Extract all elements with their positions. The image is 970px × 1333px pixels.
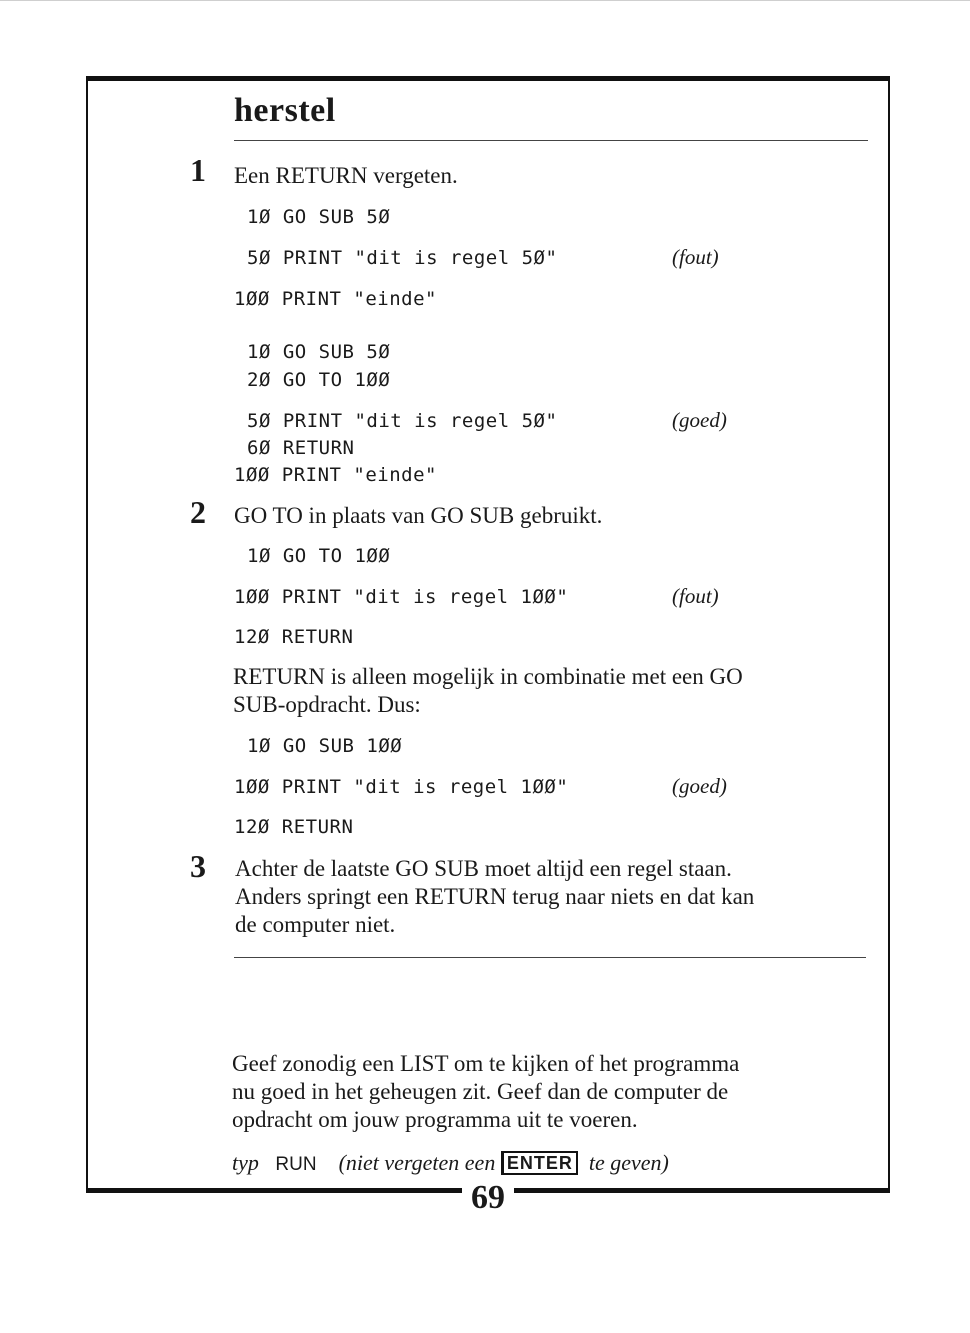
code-line: 1Ø GO SUB 5Ø	[247, 341, 391, 363]
typ-label: typ	[232, 1150, 259, 1175]
item-2-explanation-line: SUB-opdracht. Dus:	[233, 692, 421, 717]
code-line: 1ØØ PRINT "dit is regel 1ØØ"	[234, 586, 569, 608]
instruction-line: opdracht om jouw programma uit te voeren.	[232, 1107, 638, 1132]
item-2-description: GO TO in plaats van GO SUB gebruikt.	[234, 503, 603, 528]
section-divider	[234, 957, 866, 958]
code-line: 2Ø GO TO 1ØØ	[247, 369, 391, 391]
note-fout: (fout)	[672, 584, 719, 608]
item-3-description-line: Achter de laatste GO SUB moet altijd een regel staan.	[235, 856, 732, 881]
code-line: 1Ø GO SUB 1ØØ	[247, 735, 403, 757]
code-line: 12Ø RETURN	[234, 626, 354, 648]
note-goed: (goed)	[672, 408, 727, 432]
typ-note-before: (niet vergeten een	[338, 1150, 496, 1175]
run-command: RUN	[275, 1154, 317, 1175]
code-line: 1Ø GO SUB 5Ø	[247, 206, 391, 228]
page-title: herstel	[234, 92, 336, 129]
code-line: 5Ø PRINT "dit is regel 5Ø"	[247, 247, 558, 269]
code-line: 12Ø RETURN	[234, 816, 354, 838]
code-line: 1ØØ PRINT "einde"	[234, 464, 437, 486]
item-3-description-line: Anders springt een RETURN terug naar niets en dat kan	[235, 884, 755, 909]
code-line: 6Ø RETURN	[247, 437, 355, 459]
code-line: 1Ø GO TO 1ØØ	[247, 545, 391, 567]
note-goed: (goed)	[672, 774, 727, 798]
code-line: 1ØØ PRINT "dit is regel 1ØØ"	[234, 776, 569, 798]
title-divider	[234, 140, 868, 141]
item-number-1: 1	[190, 152, 206, 188]
typ-run-line	[232, 1150, 669, 1176]
page-number: 69	[462, 1176, 514, 1220]
item-number-3: 3	[190, 848, 206, 884]
instruction-line: Geef zonodig een LIST om te kijken of het programma	[232, 1051, 740, 1076]
page-top-edge	[0, 0, 970, 1]
typ-note-after: te geven)	[588, 1150, 669, 1175]
page-frame	[86, 76, 890, 1193]
item-1-description: Een RETURN vergeten.	[234, 163, 458, 188]
note-fout: (fout)	[672, 245, 719, 269]
code-line: 1ØØ PRINT "einde"	[234, 288, 437, 310]
item-2-explanation-line: RETURN is alleen mogelijk in combinatie met een GO	[233, 664, 743, 689]
instruction-line: nu goed in het geheugen zit. Geef dan de computer de	[232, 1079, 729, 1104]
item-number-2: 2	[190, 494, 206, 530]
code-line: 5Ø PRINT "dit is regel 5Ø"	[247, 410, 558, 432]
enter-key-icon: ENTER	[501, 1151, 578, 1175]
item-3-description-line: de computer niet.	[235, 912, 396, 937]
